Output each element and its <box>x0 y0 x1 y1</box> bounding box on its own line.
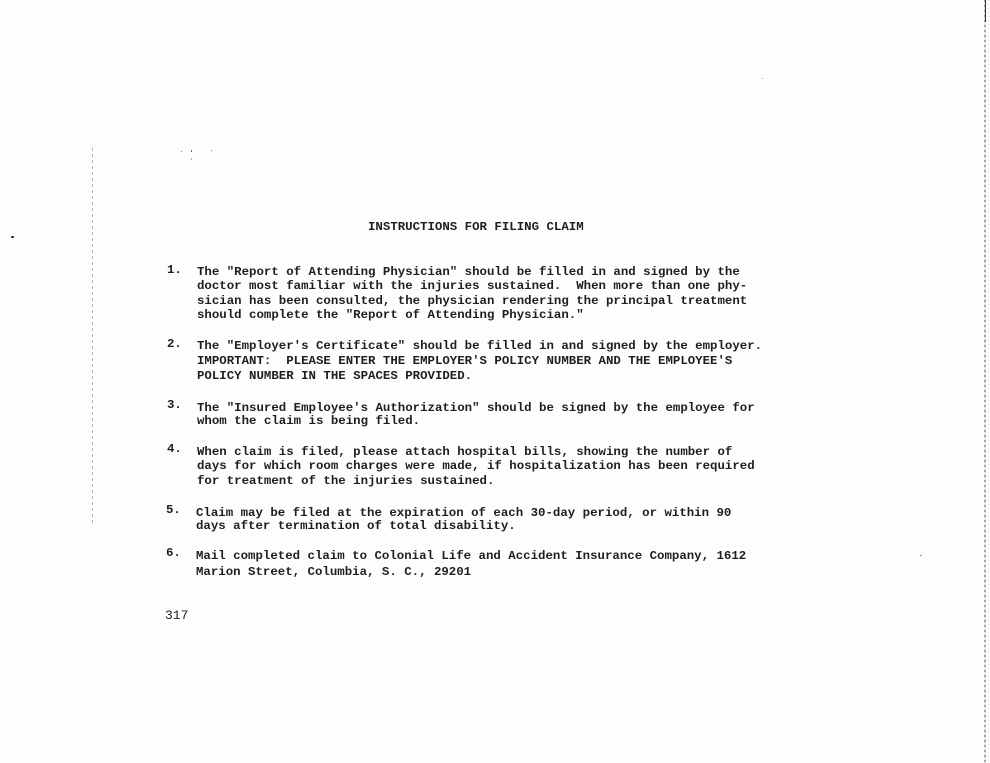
scan-speck <box>762 78 763 79</box>
document-title: INSTRUCTIONS FOR FILING CLAIM <box>368 220 584 234</box>
item-text-line: The "Insured Employee's Authorization" should be signed by the employee for <box>197 401 755 415</box>
item-number: 3. <box>167 398 182 412</box>
scan-edge-line-right-faint <box>988 0 989 763</box>
scan-speck <box>181 151 182 152</box>
scan-speck <box>11 236 14 238</box>
item-text-line: days after termination of total disability. <box>196 519 516 533</box>
scan-edge-line-left <box>92 148 93 525</box>
scan-speck <box>920 555 922 556</box>
item-text-line: should complete the "Report of Attending Physician." <box>197 308 584 322</box>
item-text-line: The "Employer's Certificate" should be filled in and signed by the employer. <box>197 339 763 353</box>
item-text-line: The "Report of Attending Physician" should be filled in and signed by the <box>197 265 740 279</box>
scan-edge-line-right <box>984 0 986 763</box>
item-text-line: Claim may be filed at the expiration of each 30-day period, or within 90 <box>196 506 732 520</box>
item-text-line: sician has been consulted, the physician rendering the principal treatment <box>197 294 748 308</box>
item-number: 5. <box>166 503 181 517</box>
item-important-line: IMPORTANT: PLEASE ENTER THE EMPLOYER'S POLICY NUMBER AND THE EMPLOYEE'S <box>197 354 733 368</box>
item-number: 1. <box>167 263 182 277</box>
scan-speck <box>191 158 192 160</box>
item-text-line: whom the claim is being filed. <box>197 414 421 428</box>
item-number: 2. <box>167 337 182 351</box>
item-text-line: for treatment of the injuries sustained. <box>197 474 495 488</box>
item-text-line: Marion Street, Columbia, S. C., 29201 <box>196 565 472 579</box>
item-number: 6. <box>166 546 181 560</box>
item-important-line: POLICY NUMBER IN THE SPACES PROVIDED. <box>197 369 473 383</box>
item-text-line: days for which room charges were made, if hospitalization has been required <box>197 459 755 473</box>
item-number: 4. <box>167 442 182 456</box>
scan-speck <box>211 150 212 151</box>
item-text-line: When claim is filed, please attach hospital bills, showing the number of <box>197 445 733 459</box>
item-text-line: doctor most familiar with the injuries sustained. When more than one phy- <box>197 279 748 293</box>
scan-edge-mark <box>985 0 986 22</box>
item-text-line: Mail completed claim to Colonial Life and Accident Insurance Company, 1612 <box>196 549 747 563</box>
scan-speck <box>191 150 192 152</box>
page-number: 317 <box>165 608 189 623</box>
